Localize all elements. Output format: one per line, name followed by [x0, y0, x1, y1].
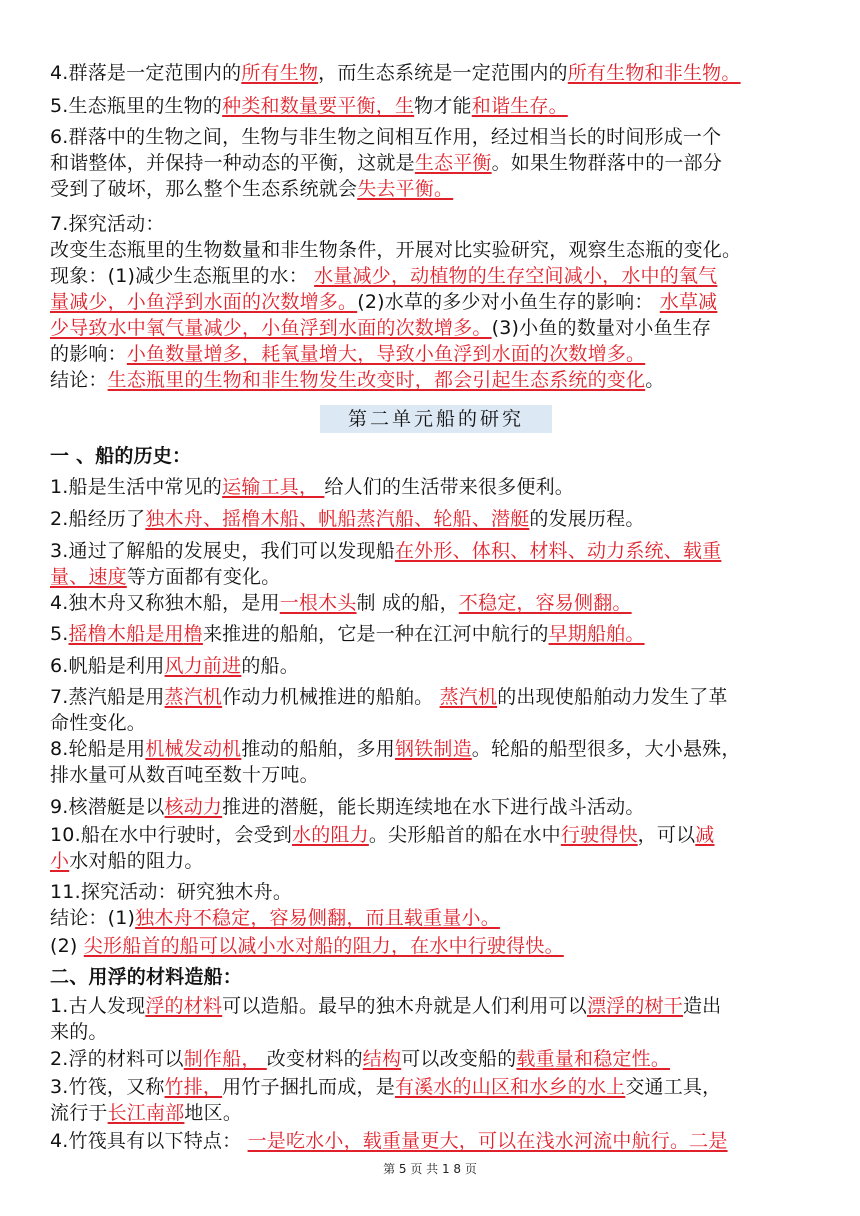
text-segment: 结论：(1) [50, 907, 136, 929]
text-segment: 现象：(1)减少生态瓶里的水： [50, 265, 315, 287]
unit-title: 第二单元船的研究 [320, 405, 552, 433]
section-heading: 一 、船的历史： [50, 445, 192, 467]
highlighted-answer: 制作船， [183, 1048, 267, 1070]
text-segment: 的船。 [241, 655, 299, 677]
text-line [50, 848, 820, 874]
highlighted-answer: 小 [50, 850, 70, 872]
highlighted-answer: 水草减 [659, 291, 718, 313]
text-segment: 可以改变船的 [401, 1048, 517, 1070]
section-heading: 二、用浮的材料造船： [50, 966, 243, 988]
highlighted-answer: 浮的材料 [145, 995, 223, 1017]
highlighted-answer: 。 [625, 623, 645, 645]
text-line [50, 443, 820, 469]
text-segment: 改变生态瓶里的生物数量和非生物条件，开展对比实验研究，观察生态瓶的变化。 [50, 239, 742, 261]
text-line [50, 315, 820, 341]
highlighted-answer: 尖形船首的船可以减小水对船的阻力，在水中行驶得快 [83, 935, 545, 957]
text-segment: (2)水草的多少对小鱼生存的影响： [357, 291, 660, 313]
text-line [50, 905, 820, 931]
text-line [50, 211, 820, 237]
highlighted-answer: 所有生物和非生物 [567, 62, 722, 84]
text-line [50, 684, 820, 710]
text-segment: 地区。 [184, 1102, 243, 1124]
highlighted-answer: 行驶得快 [560, 824, 638, 846]
highlighted-answer: 。 [480, 907, 500, 929]
text-line [50, 538, 820, 564]
text-segment: 4.独木舟又称独木船，是用 [50, 592, 280, 614]
text-segment: 6.群落中的生物之间，生物与非生物之间相互作用，经过相当长的时间形成一个 [50, 126, 722, 148]
highlighted-answer: 水量减少，动植物的生存空间减小，水中的氧气 [314, 265, 718, 287]
text-segment: 7.蒸汽船是用 [50, 686, 165, 708]
highlighted-answer: 独木舟、摇橹木船、帆船蒸汽船、轮船、潜艇 [145, 508, 530, 530]
highlighted-answer: 。 [612, 592, 632, 614]
text-segment: 和谐整体，并保持一种动态的平衡，这就是 [50, 152, 415, 174]
text-line [50, 474, 820, 500]
text-line [50, 621, 820, 647]
text-segment: 1.古人发现 [50, 995, 146, 1017]
highlighted-answer: 一是吃水小，载重量更大，可以在浅水河流中航行。二是 [247, 1130, 728, 1152]
text-line [50, 1100, 820, 1126]
highlighted-answer: 风力前进 [164, 655, 242, 677]
text-line [50, 93, 820, 119]
text-segment: 推动的船舶，多用 [241, 738, 395, 760]
highlighted-answer: 失去平衡 [357, 178, 435, 200]
highlighted-answer: 。 [650, 1048, 671, 1070]
text-line [50, 506, 820, 532]
text-line [50, 964, 820, 990]
text-segment: 1.船是生活中常见的 [50, 476, 223, 498]
text-segment: 4.群落是一定范围内的 [50, 62, 242, 84]
page-footer: 第 5 页 共 1 8 页 [383, 1162, 477, 1176]
text-segment: 5. [50, 623, 69, 645]
highlighted-answer: 和谐生存 [471, 95, 549, 117]
text-segment: ，可以 [637, 824, 696, 846]
highlighted-answer: 钢铁制造 [394, 738, 472, 760]
highlighted-answer: 生态瓶里的生物和非生物发生改变时，都会引起生态系统的变化 [107, 369, 646, 391]
highlighted-answer: 运输工具， [222, 476, 325, 498]
highlighted-answer: 竹排， [164, 1076, 223, 1098]
text-line [50, 237, 820, 263]
text-line [50, 653, 820, 679]
highlighted-answer: 有溪水的山区和水乡的水上 [394, 1076, 626, 1098]
highlighted-answer: 。 [544, 935, 564, 957]
text-segment: 等方面都有变化。 [126, 566, 281, 588]
text-line [50, 590, 820, 616]
text-segment: 排水量可从数百吨至数十万吨。 [50, 764, 319, 786]
text-line [50, 150, 820, 176]
text-segment: 3.通过了解船的发展史，我们可以发现船 [50, 540, 395, 562]
text-segment: 7.探究活动： [50, 213, 165, 235]
text-segment: 的影响： [50, 343, 127, 365]
highlighted-answer: 独木舟不稳定，容易侧翻，而且载重量小 [135, 907, 481, 929]
text-segment: 受到了破坏，那么整个生态系统就会 [50, 178, 358, 200]
text-segment: 。如果生物群落中的一部分 [491, 152, 723, 174]
text-line [50, 60, 820, 86]
text-segment: 给人们的生活带来很多便利。 [324, 476, 574, 498]
highlighted-answer: 一根木头 [279, 592, 357, 614]
highlighted-answer: 核动力 [164, 796, 223, 818]
highlighted-answer: 。 [548, 95, 568, 117]
text-line [50, 794, 820, 820]
highlighted-answer: 水的阻力 [292, 824, 369, 846]
highlighted-answer: 小鱼数量增多，耗氧量增大，导致小鱼浮到水面的次数增多。 [126, 343, 646, 365]
highlighted-answer: 。 [434, 178, 454, 200]
highlighted-answer: 机械发动机 [145, 738, 242, 760]
text-line [50, 341, 820, 367]
text-segment: 交通工具， [625, 1076, 722, 1098]
text-line [50, 1074, 820, 1100]
text-segment: 2.浮的材料可以 [50, 1048, 184, 1070]
text-segment: (2) [50, 935, 84, 957]
highlighted-answer: 。 [721, 62, 741, 84]
text-segment: 。 [645, 369, 665, 391]
highlighted-answer: 在外形、体积、材料、动力系统、载重 [394, 540, 722, 562]
text-segment: 推进的潜艇，能长期连续地在水下进行战斗活动。 [222, 796, 645, 818]
text-segment: 的发展历程。 [529, 508, 645, 530]
text-segment: 改变材料的 [266, 1048, 363, 1070]
text-segment: 10.船在水中行驶时，会受到 [50, 824, 293, 846]
text-segment: 6.帆船是利用 [50, 655, 165, 677]
text-line [50, 1046, 820, 1072]
text-line [50, 736, 820, 762]
highlighted-answer: 所有生物 [241, 62, 319, 84]
text-line [50, 564, 820, 590]
text-segment: 可以造船。最早的独木舟就是人们利用可以 [222, 995, 587, 1017]
text-segment: 4.竹筏具有以下特点： [50, 1130, 248, 1152]
text-segment: 2.船经历了 [50, 508, 146, 530]
text-line [50, 710, 820, 736]
highlighted-answer: 种类和数量要平衡，生 [222, 95, 415, 117]
highlighted-answer: 载重量和稳定性 [516, 1048, 651, 1070]
text-line [50, 933, 820, 959]
text-segment: 3.竹筏，又称 [50, 1076, 165, 1098]
text-line [50, 367, 820, 393]
text-segment: 命性变化。 [50, 712, 147, 734]
highlighted-answer: 少导致水中氧气量减少，小鱼浮到水面的次数增多。 [50, 317, 492, 339]
text-line [50, 1019, 820, 1045]
text-segment: 造出 [682, 995, 722, 1017]
highlighted-answer: 摇橹木船是用 [68, 623, 184, 645]
text-line [50, 263, 820, 289]
text-line [50, 124, 820, 150]
text-segment: 水对船的阻力。 [69, 850, 204, 872]
text-segment: 结论： [50, 369, 108, 391]
text-segment: 流行于 [50, 1102, 108, 1124]
text-segment: 。尖形船首的船在水中 [368, 824, 561, 846]
text-segment: 作动力机械推进的船舶。 [222, 686, 440, 708]
text-line [50, 879, 820, 905]
highlighted-answer: 长江南部 [107, 1102, 185, 1124]
text-segment: 用竹子捆扎而成，是 [222, 1076, 395, 1098]
text-line [50, 762, 820, 788]
highlighted-answer: 蒸汽机 [164, 686, 223, 708]
text-segment: 11.探究活动：研究独木舟。 [50, 881, 293, 903]
text-segment: ，而生态系统是一定范围内的 [318, 62, 568, 84]
text-segment: 来推进的船舶，它是一种在江河中航行的 [202, 623, 549, 645]
text-line [50, 993, 820, 1019]
text-segment: 制 成的船， [356, 592, 459, 614]
text-segment: 的出现使船舶动力发生了革 [497, 686, 728, 708]
highlighted-answer: 蒸汽机 [439, 686, 498, 708]
highlighted-answer: 减 [695, 824, 715, 846]
text-line [50, 822, 820, 848]
text-line [50, 176, 820, 202]
text-segment: 物才能 [414, 95, 472, 117]
text-line [50, 289, 820, 315]
highlighted-answer: 生态平衡 [414, 152, 492, 174]
highlighted-answer: 漂浮的树干 [586, 995, 683, 1017]
highlighted-answer: 结构 [362, 1048, 402, 1070]
text-segment: 来的。 [50, 1021, 108, 1043]
text-segment: 8.轮船是用 [50, 738, 146, 760]
highlighted-answer: 早期船舶 [548, 623, 626, 645]
text-segment: 9.核潜艇是以 [50, 796, 165, 818]
highlighted-answer: 不稳定，容易侧翻 [458, 592, 613, 614]
text-segment: 5.生态瓶里的生物的 [50, 95, 223, 117]
highlighted-answer: 橹 [183, 623, 203, 645]
highlighted-answer: 量、速度 [50, 566, 127, 588]
text-segment: 。轮船的船型很多，大小悬殊， [471, 738, 741, 760]
text-line [50, 1128, 820, 1154]
highlighted-answer: 量减少，小鱼浮到水面的次数增多。 [50, 291, 358, 313]
text-segment: (3)小鱼的数量对小鱼生存 [491, 317, 712, 339]
